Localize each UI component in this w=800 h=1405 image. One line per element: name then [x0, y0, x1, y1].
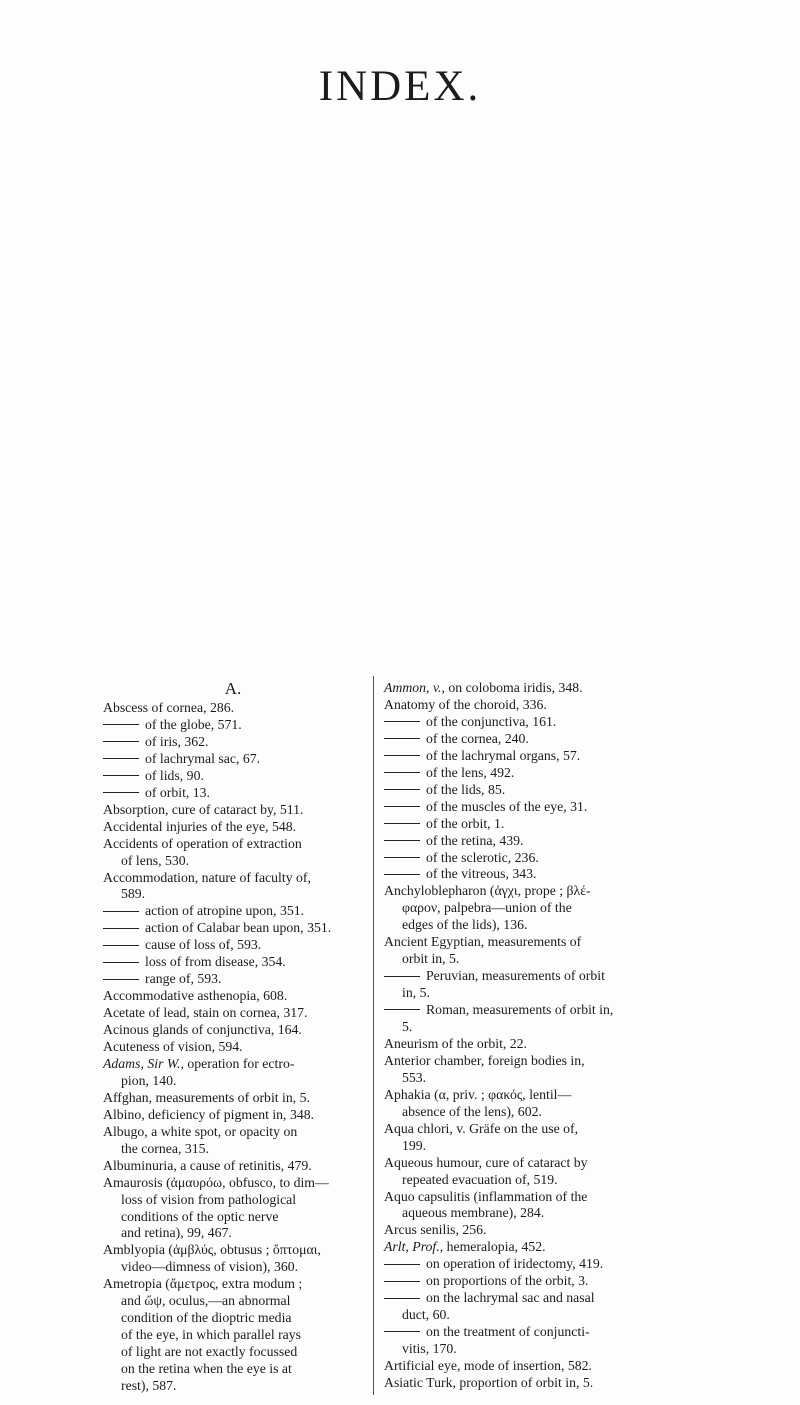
index-entry — [384, 883, 591, 934]
ditto-dash — [103, 945, 139, 946]
index-entry — [384, 934, 581, 968]
entry-line: of the sclerotic, 236. — [426, 849, 539, 865]
entry-continuation: pion, 140. — [121, 1072, 177, 1088]
entry-continuation: conditions of the optic nerve — [121, 1208, 279, 1224]
entry-continuation: 5. — [402, 1019, 413, 1035]
ditto-dash — [384, 976, 420, 977]
index-entry — [384, 731, 529, 748]
ditto-dash — [384, 840, 420, 841]
index-entry — [103, 802, 303, 819]
entry-line: Aneurism of the orbit, 22. — [384, 1035, 527, 1051]
ditto-dash — [384, 755, 420, 756]
index-entry — [384, 1155, 588, 1189]
ditto-dash — [103, 979, 139, 980]
entry-continuation: video—dimness of vision), 360. — [121, 1259, 299, 1275]
ditto-dash — [103, 792, 139, 793]
entry-line: Accidents of operation of extraction — [103, 835, 302, 851]
index-entry — [384, 1121, 578, 1155]
entry-continuation: and retina), 99, 467. — [121, 1225, 232, 1241]
entry-line: Arcus senilis, 256. — [384, 1222, 487, 1238]
entry-line: on proportions of the orbit, 3. — [426, 1273, 589, 1289]
entry-continuation: of lens, 530. — [121, 852, 190, 868]
entry-line: Anchyloblepharon (ἀγχι, prope ; βλέ- — [384, 883, 591, 899]
ditto-dash — [103, 758, 139, 759]
index-entry — [103, 1039, 243, 1056]
entry-line: on operation of iridectomy, 419. — [426, 1256, 604, 1272]
index-entry — [103, 971, 221, 988]
ditto-dash — [384, 806, 420, 807]
ditto-dash — [384, 1264, 420, 1265]
entry-continuation: orbit in, 5. — [402, 951, 460, 967]
index-entry — [384, 782, 505, 799]
entry-continuation: of the eye, in which parallel rays — [121, 1327, 302, 1343]
entry-line: of the cornea, 240. — [426, 730, 529, 746]
entry-line: on the lachrymal sac and nasal — [426, 1290, 595, 1306]
entry-line: Asiatic Turk, proportion of orbit in, 5. — [384, 1375, 594, 1390]
index-entry — [384, 697, 547, 714]
entry-continuation: rest), 587. — [121, 1378, 177, 1394]
index-entry — [103, 1175, 329, 1243]
index-entry — [103, 1158, 312, 1175]
entry-line: Acinous glands of conjunctiva, 164. — [103, 1022, 302, 1038]
index-entry — [384, 833, 523, 850]
entry-continuation: edges of the lids), 136. — [402, 917, 528, 933]
entry-continuation: vitis, 170. — [402, 1341, 457, 1357]
entry-line: of orbit, 13. — [145, 784, 210, 800]
index-entry — [384, 866, 537, 883]
ditto-dash — [384, 874, 420, 875]
entry-continuation: 589. — [121, 886, 146, 902]
index-entry — [384, 1358, 592, 1375]
entry-continuation: on the retina when the eye is at — [121, 1361, 292, 1377]
index-entry — [103, 717, 242, 734]
entry-line: Arlt, Prof., hemeralopia, 452. — [384, 1239, 546, 1255]
index-entry — [384, 1239, 546, 1256]
index-entry — [384, 1189, 587, 1223]
entry-line: Albugo, a white spot, or opacity on — [103, 1123, 298, 1139]
ditto-dash — [103, 962, 139, 963]
entry-line: of lids, 90. — [145, 767, 204, 783]
entry-line: of the retina, 439. — [426, 832, 524, 848]
index-entry — [103, 734, 208, 751]
entry-line: range of, 593. — [145, 971, 222, 987]
index-entry — [384, 850, 539, 867]
index-entry — [384, 1087, 571, 1121]
index-entry — [384, 748, 580, 765]
index-entry — [103, 937, 261, 954]
index-entry — [103, 1242, 321, 1276]
index-entry — [103, 751, 260, 768]
entry-line: action of atropine upon, 351. — [145, 903, 305, 919]
entry-line: Accidental injuries of the eye, 548. — [103, 818, 297, 834]
index-entry — [384, 1036, 527, 1053]
entry-continuation: and ὤψ, oculus,—an abnormal — [121, 1293, 291, 1309]
index-entry — [384, 1222, 486, 1239]
ditto-dash — [384, 789, 420, 790]
index-entry — [384, 1375, 593, 1392]
entry-continuation: in, 5. — [402, 985, 430, 1001]
entry-line: action of Calabar bean upon, 351. — [145, 920, 332, 936]
index-entry — [103, 1005, 308, 1022]
ditto-dash — [384, 1281, 420, 1282]
entry-line: Absorption, cure of cataract by, 511. — [103, 801, 304, 817]
ditto-dash — [384, 857, 420, 858]
ditto-dash — [103, 741, 139, 742]
entry-line: Acetate of lead, stain on cornea, 317. — [103, 1005, 308, 1021]
ditto-dash — [384, 1298, 420, 1299]
entry-line: Ancient Egyptian, measurements of — [384, 934, 582, 950]
entry-line: Ametropia (ἄμετρος, extra modum ; — [103, 1276, 303, 1292]
index-entry — [103, 920, 331, 937]
entry-line: Aquo capsulitis (inflammation of the — [384, 1188, 588, 1204]
entry-line: Accommodative asthenopia, 608. — [103, 988, 288, 1004]
entry-line: of the conjunctiva, 161. — [426, 713, 557, 729]
index-entry — [384, 1290, 595, 1324]
entry-continuation: loss of vision from pathological — [121, 1191, 297, 1207]
entry-line: Anterior chamber, foreign bodies in, — [384, 1052, 585, 1068]
entry-continuation: condition of the dioptric media — [121, 1310, 292, 1326]
index-entry — [384, 816, 504, 833]
index-entry — [103, 988, 287, 1005]
index-entry — [103, 768, 204, 785]
entry-line: Acuteness of vision, 594. — [103, 1039, 243, 1055]
entry-line: Aqua chlori, v. Gräfe on the use of, — [384, 1120, 579, 1136]
entry-line: Peruvian, measurements of orbit — [426, 968, 605, 984]
entry-line: of the lids, 85. — [426, 781, 506, 797]
index-entry — [384, 799, 587, 816]
ditto-dash — [103, 911, 139, 912]
entry-line: of lachrymal sac, 67. — [145, 750, 261, 766]
entry-line: Aphakia (α, priv. ; φακός, lentil— — [384, 1086, 572, 1102]
index-entry — [103, 903, 304, 920]
entry-line: Accommodation, nature of faculty of, — [103, 869, 311, 885]
entry-line: Artificial eye, mode of insertion, 582. — [384, 1358, 592, 1374]
index-entry — [103, 1124, 297, 1158]
ditto-dash — [384, 1009, 420, 1010]
entry-line: Anatomy of the choroid, 336. — [384, 696, 547, 712]
ditto-dash — [384, 823, 420, 824]
section-letter: A. — [224, 679, 242, 698]
index-entry — [384, 1002, 613, 1036]
ditto-dash — [384, 1331, 420, 1332]
entry-continuation: 199. — [402, 1137, 427, 1153]
index-entry — [384, 1053, 585, 1087]
page-title: INDEX. — [318, 63, 482, 110]
entry-continuation: duct, 60. — [402, 1307, 450, 1323]
entry-line: of the lens, 492. — [426, 764, 515, 780]
ditto-dash — [384, 772, 420, 773]
entry-line: cause of loss of, 593. — [145, 937, 262, 953]
entry-line: of the globe, 571. — [145, 716, 242, 732]
entry-continuation: 553. — [402, 1069, 427, 1085]
entry-line: loss of from disease, 354. — [145, 954, 286, 970]
index-entry — [384, 968, 605, 1002]
ditto-dash — [103, 775, 139, 776]
entry-line: Adams, Sir W., operation for ectro- — [103, 1055, 295, 1071]
entry-continuation: aqueous membrane), 284. — [402, 1205, 545, 1221]
entry-line: of the orbit, 1. — [426, 815, 505, 831]
entry-line: Affghan, measurements of orbit in, 5. — [103, 1089, 310, 1105]
index-entry — [103, 1276, 302, 1395]
index-entry — [384, 1273, 589, 1290]
entry-continuation: absence of the lens), 602. — [402, 1103, 542, 1119]
ditto-dash — [103, 928, 139, 929]
index-entry — [103, 870, 311, 904]
column-divider — [373, 676, 374, 1395]
entry-line: on the treatment of conjuncti- — [426, 1324, 590, 1340]
index-entry — [384, 1256, 603, 1273]
ditto-dash — [384, 721, 420, 722]
entry-line: Roman, measurements of orbit in, — [426, 1002, 614, 1018]
index-entry — [103, 1056, 294, 1090]
index-entry — [103, 1107, 314, 1124]
entry-line: of the muscles of the eye, 31. — [426, 798, 588, 814]
index-entry — [384, 765, 514, 782]
entry-continuation: φαρον, palpebra—union of the — [402, 900, 572, 916]
entry-line: Albuminuria, a cause of retinitis, 479. — [103, 1157, 312, 1173]
entry-continuation: the cornea, 315. — [121, 1140, 209, 1156]
index-entry — [103, 836, 302, 870]
entry-line: of the vitreous, 343. — [426, 866, 537, 882]
index-entry — [384, 680, 583, 697]
entry-continuation: repeated evacuation of, 519. — [402, 1171, 558, 1187]
entry-line: Albino, deficiency of pigment in, 348. — [103, 1106, 315, 1122]
entry-line: Aqueous humour, cure of cataract by — [384, 1154, 588, 1170]
entry-line: Amblyopia (ἀμβλύς, obtusus ; ὄπτομαι, — [103, 1242, 321, 1258]
index-entry — [103, 700, 234, 717]
ditto-dash — [103, 724, 139, 725]
entry-line: of iris, 362. — [145, 733, 209, 749]
ditto-dash — [384, 738, 420, 739]
index-entry — [384, 714, 556, 731]
entry-line: Abscess of cornea, 286. — [103, 700, 235, 715]
entry-line: Amaurosis (ἀμαυρόω, obfusco, to dim— — [103, 1174, 329, 1190]
index-entry — [103, 954, 286, 971]
entry-continuation: of light are not exactly focussed — [121, 1344, 298, 1360]
index-entry — [384, 1324, 590, 1358]
entry-line: Ammon, v., on coloboma iridis, 348. — [384, 680, 583, 695]
index-entry — [103, 1022, 302, 1039]
index-entry — [103, 1090, 310, 1107]
index-entry — [103, 785, 210, 802]
index-entry — [103, 819, 296, 836]
entry-line: of the lachrymal organs, 57. — [426, 747, 581, 763]
